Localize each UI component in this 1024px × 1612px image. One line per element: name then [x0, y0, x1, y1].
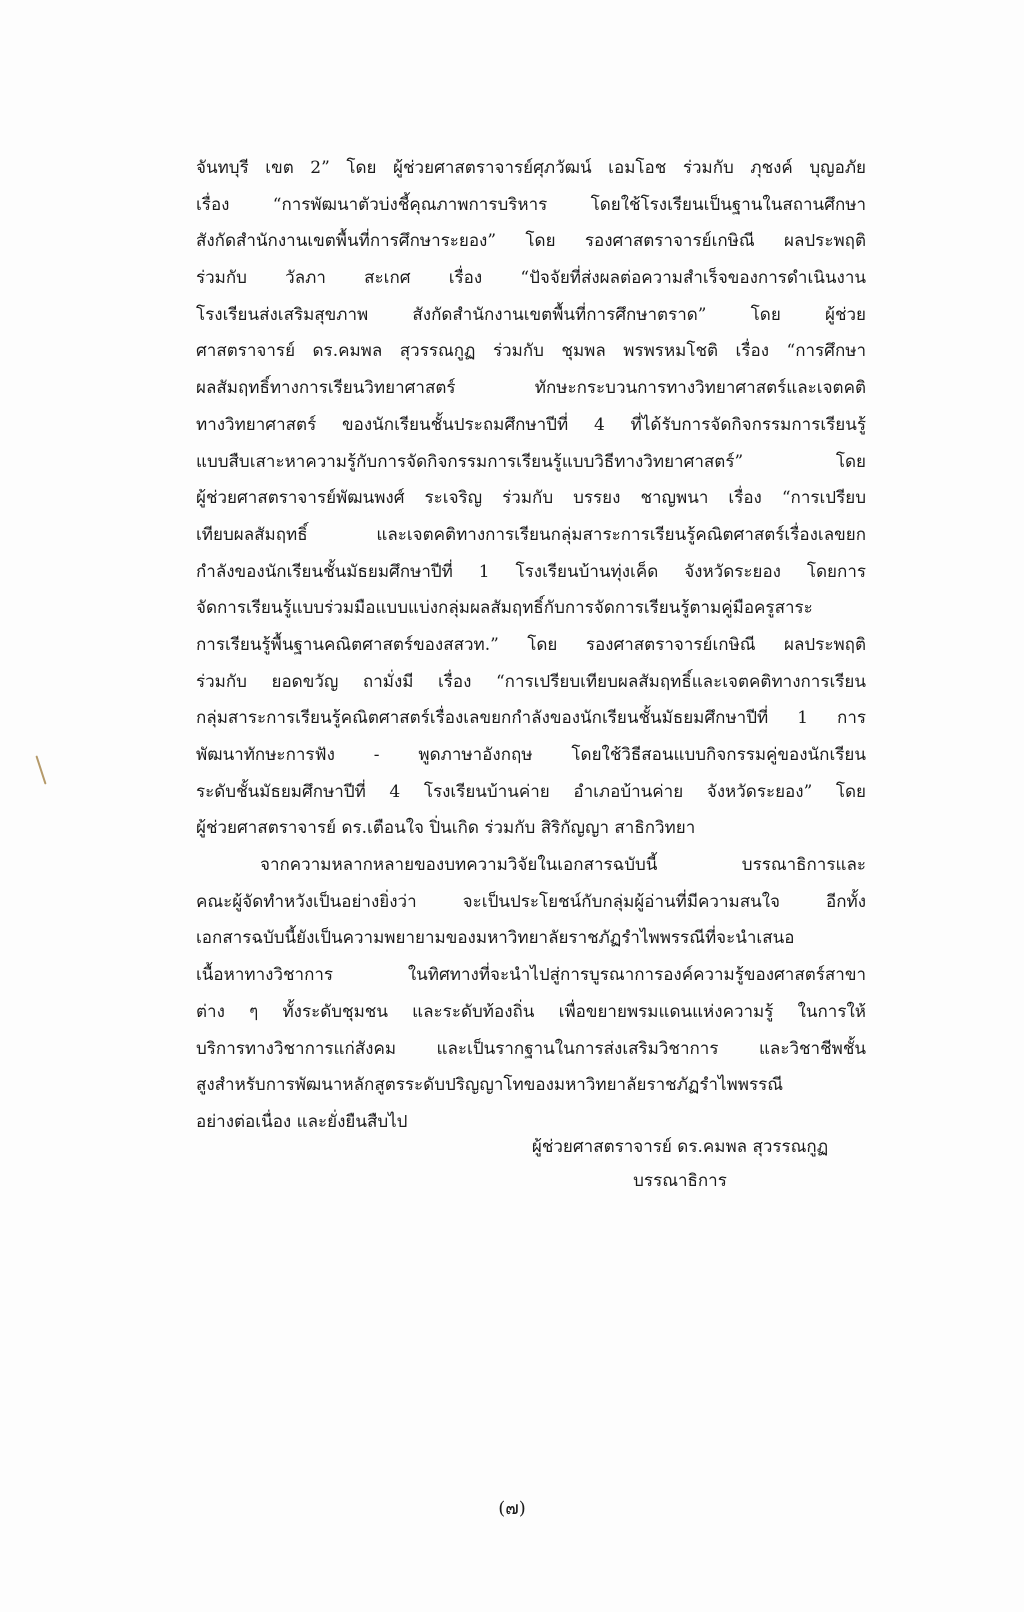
text-line: แบบสืบเสาะหาความรู้กับการจัดกิจกรรมการเรียนรู้แบบวิธีทางวิทยาศาสตร์” โดย	[196, 451, 866, 472]
text-line: สูงสำหรับการพัฒนาหลักสูตรระดับปริญญาโทของมหาวิทยาลัยราชภัฏรำไพพรรณี	[196, 1075, 783, 1096]
text-line: บริการทางวิชาการแก่สังคม และเป็นรากฐานในการส่งเสริมวิชาการ และวิชาชีพชั้น	[196, 1038, 866, 1059]
text-line: จันทบุรี เขต 2” โดย ผู้ช่วยศาสตราจารย์ศุภวัฒน์ เอมโอช ร่วมกับ ภุชงค์ บุญอภัย	[196, 158, 866, 178]
text-line: อย่างต่อเนื่อง และยั่งยืนสืบไป	[196, 1111, 408, 1132]
text-line: ผลสัมฤทธิ์ทางการเรียนวิทยาศาสตร์ ทักษะกระบวนการทางวิทยาศาสตร์และเจตคติ	[196, 378, 866, 399]
text-line: ระดับชั้นมัธยมศึกษาปีที่ 4 โรงเรียนบ้านค่าย อำเภอบ้านค่าย จังหวัดระยอง” โดย	[196, 781, 866, 802]
signature-role: บรรณาธิการ	[633, 1171, 727, 1191]
text-line: การเรียนรู้พื้นฐานคณิตศาสตร์ของสสวท.” โดย รองศาสตราจารย์เกษิณี ผลประพฤติ	[196, 634, 866, 655]
body-text	[196, 150, 866, 1141]
signature-block	[500, 1130, 860, 1198]
signature-name: ผู้ช่วยศาสตราจารย์ ดร.คมพล สุวรรณกูฏ	[531, 1137, 829, 1157]
text-line: สังกัดสำนักงานเขตพื้นที่การศึกษาระยอง” โดย รองศาสตราจารย์เกษิณี ผลประพฤติ	[196, 231, 866, 252]
text-line: ผู้ช่วยศาสตราจารย์ ดร.เตือนใจ ปิ่นเกิด ร่วมกับ สิริกัญญา สาธิกวิทยา	[196, 818, 696, 839]
text-line: จัดการเรียนรู้แบบร่วมมือแบบแบ่งกลุ่มผลสัมฤทธิ์กับการจัดการเรียนรู้ตามคู่มือครูสาระ	[196, 598, 813, 619]
text-line: เอกสารฉบับนี้ยังเป็นความพยายามของมหาวิทยาลัยราชภัฏรำไพพรรณีที่จะนำเสนอ	[196, 928, 795, 949]
text-line: เทียบผลสัมฤทธิ์ และเจตคติทางการเรียนกลุ่มสาระการเรียนรู้คณิตศาสตร์เรื่องเลขยก	[196, 524, 866, 545]
text-line: ผู้ช่วยศาสตราจารย์พัฒนพงศ์ ระเจริญ ร่วมกับ บรรยง ชาญพนา เรื่อง “การเปรียบ	[196, 488, 866, 509]
text-line: เนื้อหาทางวิชาการ ในทิศทางที่จะนำไปสู่การบูรณาการองค์ความรู้ของศาสตร์สาขา	[196, 965, 866, 986]
text-line: จากความหลากหลายของบทความวิจัยในเอกสารฉบับนี้ บรรณาธิการและ	[260, 855, 866, 876]
text-line: ทางวิทยาศาสตร์ ของนักเรียนชั้นประถมศึกษาปีที่ 4 ที่ได้รับการจัดกิจกรรมการเรียนรู้	[196, 414, 866, 435]
text-line: กำลังของนักเรียนชั้นมัธยมศึกษาปีที่ 1 โรงเรียนบ้านทุ่งเค็ด จังหวัดระยอง โดยการ	[196, 561, 866, 582]
text-line: ร่วมกับ ยอดขวัญ ถามั่งมี เรื่อง “การเปรียบเทียบผลสัมฤทธิ์และเจตคติทางการเรียน	[196, 671, 866, 692]
text-line: กลุ่มสาระการเรียนรู้คณิตศาสตร์เรื่องเลขยกกำลังของนักเรียนชั้นมัธยมศึกษาปีที่ 1 การ	[196, 708, 866, 729]
text-line: โรงเรียนส่งเสริมสุขภาพ สังกัดสำนักงานเขตพื้นที่การศึกษาตราด” โดย ผู้ช่วย	[196, 304, 866, 325]
text-line: พัฒนาทักษะการฟัง - พูดภาษาอังกฤษ โดยใช้วิธีสอนแบบกิจกรรมคู่ของนักเรียน	[196, 745, 866, 765]
scan-mark	[35, 755, 46, 784]
text-line: ร่วมกับ วัลภา สะเกศ เรื่อง “ปัจจัยที่ส่งผลต่อความสำเร็จของการดำเนินงาน	[196, 268, 866, 289]
page-number: (๗)	[498, 1498, 526, 1519]
text-line: คณะผู้จัดทำหวังเป็นอย่างยิ่งว่า จะเป็นประโยชน์กับกลุ่มผู้อ่านที่มีความสนใจ อีกทั้ง	[196, 891, 866, 912]
text-line: ศาสตราจารย์ ดร.คมพล สุวรรณกูฏ ร่วมกับ ชุมพล พรพรหมโชติ เรื่อง “การศึกษา	[196, 341, 866, 362]
text-line: เรื่อง “การพัฒนาตัวบ่งชี้คุณภาพการบริหาร โดยใช้โรงเรียนเป็นฐานในสถานศึกษา	[196, 194, 866, 215]
text-line: ต่าง ๆ ทั้งระดับชุมชน และระดับท้องถิ่น เพื่อขยายพรมแดนแห่งความรู้ ในการให้	[196, 1001, 866, 1022]
